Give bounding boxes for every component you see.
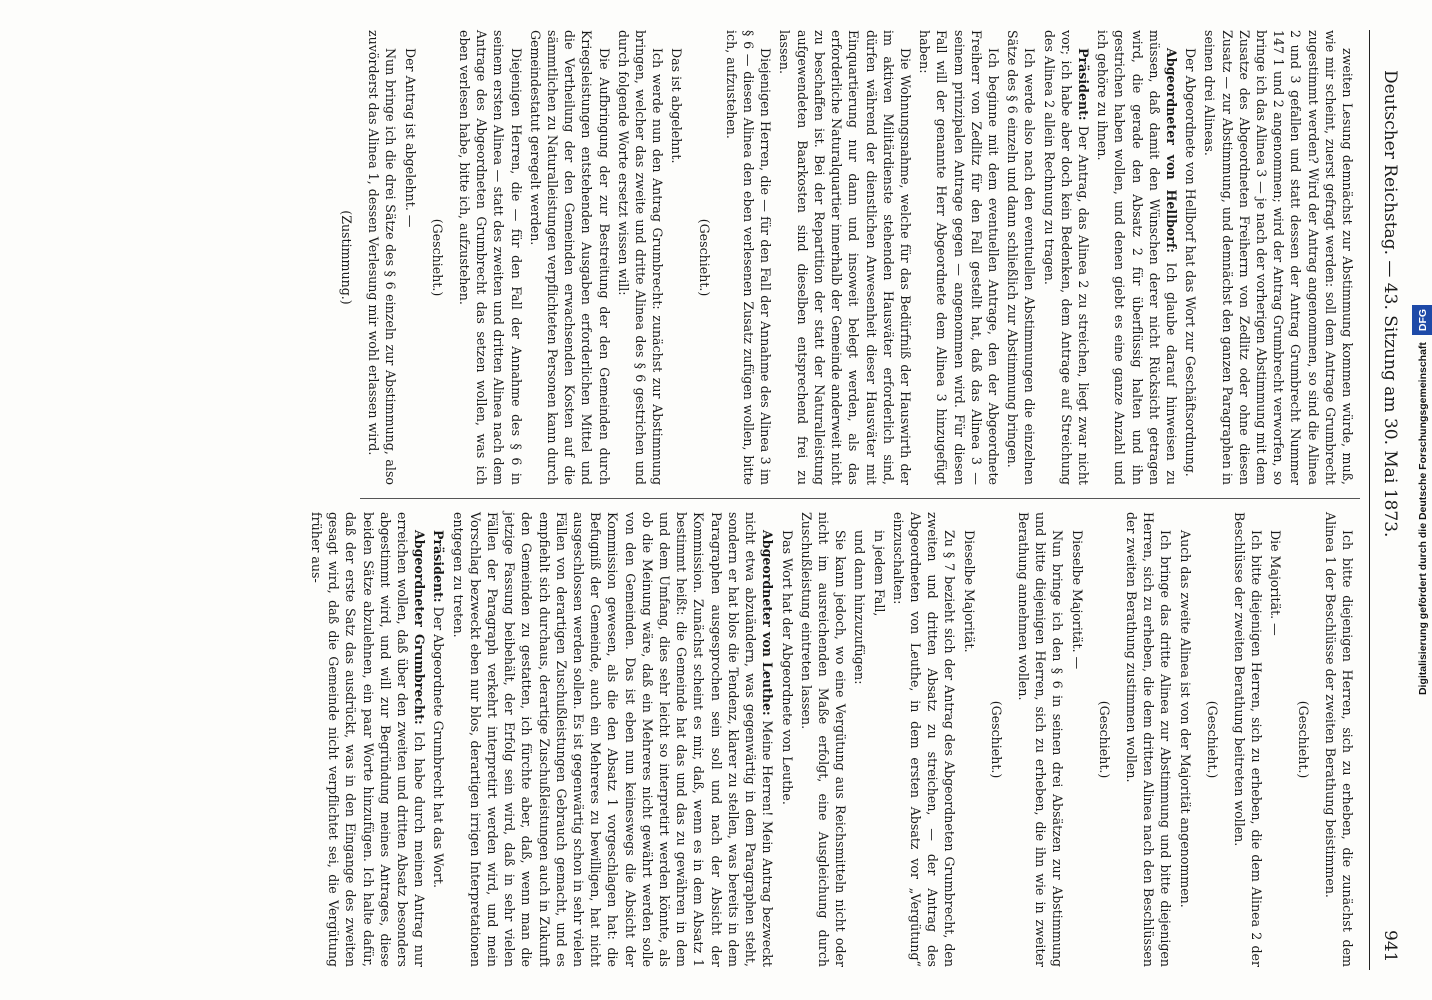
paragraph: [668, 30, 685, 485]
paragraph-text: Ich werde nun den Antrag Grumbrecht: zunächst zur Abstimmung bringen, welcher das zweite und dritte Alinea des § 6 gestrichen und durch folgende Worte ersetzt wissen will:: [615, 30, 666, 485]
paragraph-text: Der Antrag ist abgelehnt. —: [402, 48, 418, 228]
paragraph: [723, 30, 775, 485]
paragraph: [1068, 512, 1085, 967]
paragraph: [1094, 30, 1180, 485]
paragraph-text: Ich bitte diejenigen Herren, sich zu erheben, die zunächst dem Alinea 1 der Beschlüsse der zweiten Berathung beistimmen.: [1322, 512, 1355, 967]
stage-direction: [429, 30, 446, 485]
paragraph: [1004, 30, 1038, 485]
paragraph-text: Ich bringe das dritte Alinea zur Abstimmung und bitte diejenigen Herren, sich zu erheben, die dem dritten Alinea nach den Beschlüssen der zweiten Berathung zustimmen wollen.: [1123, 512, 1174, 967]
paragraph-text: Diejenigen Herren, die — für den Fall der Annahme des Alinea 3 im § 6 — diesen Alinea den eben verlesenen Zusatz zufügen wollen, bitte ich, aufzustehen.: [723, 30, 774, 485]
paragraph-text: Die Majorität. —: [1268, 530, 1284, 636]
paragraph: [798, 512, 850, 967]
digitization-credit: [1410, 0, 1432, 1000]
paragraph-text: Das ist abgelehnt.: [669, 48, 685, 164]
speaker-name: Abgeordneter von Leuthe:: [760, 530, 776, 716]
paragraph-text: Dieselbe Majorität.: [961, 530, 977, 653]
paragraph-text: Sie kann jedoch, wo eine Vergütung aus Reichsmitteln nicht oder nicht im ausreichenden Maße erfolgt, eine Ausgleichung durch Zuschußleistung eintreten lassen.: [798, 512, 849, 967]
stage-direction: [1294, 512, 1311, 967]
page-header: [1369, 30, 1414, 970]
stage-direction-text: (Geschieht.): [1204, 700, 1220, 779]
paragraph-text: Ich werde also nach den eventuellen Abstimmungen die einzelnen Sätze des § 6 einzeln und dann schließlich zur Abstimmung bringen.: [1005, 30, 1038, 485]
paragraph-text: Auch das zweite Alinea ist von der Majorität angenommen.: [1177, 530, 1193, 908]
paragraph: [1040, 30, 1092, 485]
paragraph: [1123, 512, 1175, 967]
paragraph-text: Ich habe durch meinen Antrag nur erreichen wollen, daß über den zweiten und dritten Absatz besonders abgestimmt wird, und will zur Begründung meines Antrages, diese beiden Sätze abzulehnen, ein paar Worte hinzufügen. Ich halte dafür, daß der erste Satz das ausdrückt, was in den Eingange des zweiten gesagt wird, daß die Gemeinde nicht verpflichtet sei, die Vergütung früher aus-: [309, 512, 428, 967]
paragraph: [365, 30, 399, 485]
paragraph: [960, 512, 977, 967]
paragraph: [1015, 512, 1067, 967]
page-number: 941: [1380, 930, 1400, 963]
paragraph-text: Die Wohnungsnahme, welche für das Bedürfniß der Hauswirth der im aktiven Militärdienste stehenden Hausväter erforderlich sind, dürfen während der dienstlichen Anwesenheit dieser Hausväter mit Einquartierung nur dann und insoweit belegt werden, als das erforderliche Naturalquartier innerhalb der Gemeinde anderweit nicht zu beschaffen ist. Bei der Repartition der statt der Naturalleistung aufgewendeten Baarkosten sind dieselben entsprechend frei zu lassen.: [777, 30, 913, 485]
paragraph-text: Der Antrag, das Alinea 2 zu streichen, liegt zwar nicht vor; ich habe aber doch kein Bedenken, dem Antrage auf Streichung des Alinea 2 allein Rechnung zu tragen.: [1041, 30, 1091, 485]
stage-direction: [988, 512, 1005, 967]
paragraph: [1231, 512, 1265, 967]
dfg-badge: DFG: [1412, 305, 1432, 335]
paragraph-text: zweiten Lesung demnächst zur Abstimmung kommen würde, muß, wie mir scheint, zuerst gefragt werden: soll dem Antrage Grumbrecht zugestimmt werden? Wird der Antrag angenommen, so sind die Alinea 2 und 3 gefallen und statt dessen der Antrag Grumbrecht Nummer 147 1 und 2 angenommen; wird der Antrag Grumbrecht verworfen, so bringe ich das Alinea 3 — je nach der vorherigen Abstimmung mit dem Zusatze des Abgeordneten Freiherrn von Zedlitz oder ohne diesen Zusatz — zur Abstimmung, und demnächst den ganzen Paragraphen in seinen drei Alineas.: [1202, 30, 1355, 485]
column-divider: [360, 498, 1360, 499]
stage-direction-text: (Zustimmung.): [339, 210, 355, 305]
stage-direction-text: (Geschieht.): [1295, 700, 1311, 779]
paragraph: [456, 30, 525, 485]
paragraph: [916, 30, 1002, 485]
stage-direction: [695, 30, 712, 485]
paragraph: [615, 30, 667, 485]
paragraph-text: Das Wort hat der Abgeordnete von Leuthe.: [779, 530, 795, 805]
paragraph: [401, 30, 418, 485]
paragraph: [308, 512, 428, 967]
left-text-column: [328, 30, 1356, 485]
paragraph-text: Nun bringe ich den § 6 in seinen drei Absätzen zur Abstimmung und bitte diejenigen Herren, sich zu erheben, die ihn wie in zweiter Berathung annehmen wollen.: [1015, 512, 1066, 967]
paragraph: [449, 512, 776, 967]
stage-direction-text: (Geschieht.): [988, 700, 1004, 779]
paragraph-text: Nun bringe ich die drei Sätze des § 6 einzeln zur Abstimmung, also zuvörderst das Alinea 1, dessen Verlesung mir wohl erlassen wird.: [366, 30, 399, 485]
stage-direction-text: (Geschieht.): [696, 218, 712, 297]
stage-direction: [1096, 512, 1113, 967]
paragraph: [776, 30, 914, 485]
paragraph-text: Ich bitte diejenigen Herren, sich zu erheben, die dem Alinea 2 der Beschlüsse der zweiten Berathung beitreten wollen.: [1231, 512, 1265, 967]
speaker-name: Abgeordneter von Hellborf:: [1163, 48, 1179, 253]
stage-direction-text: (Geschieht.): [1096, 700, 1112, 779]
paragraph-text: Diejenigen Herren, die — für den Fall der Annahme des § 6 in seinem ersten Alinea — statt des zweiten und dritten Alinea nach dem Antrage des Abgeordneten Grumbrecht das setzen wollen, was ich eben verlesen habe, bitte ich, aufzustehen.: [457, 30, 524, 485]
paragraph: [1322, 512, 1356, 967]
right-text-column: [306, 512, 1356, 967]
stage-direction: [338, 30, 355, 485]
stage-direction: [1204, 512, 1221, 967]
paragraph-text: Ich beginne mit dem eventuellen Antrage, den der Abgeordnete Freiherr von Zedlitz für den Fall gestellt hat, daß das Alinea 3 — seinem prinzipalen Antrage gegen — angenommen wird. Für diesen Fall will der genannte Herr Abgeordnete dem Alinea 3 hinzugefügt haben:: [917, 30, 1001, 485]
paragraph-text: Der Abgeordnete von Hellborf hat das Wort zur Geschäftsordnung.: [1183, 48, 1199, 477]
paragraph-text: Ich glaube darauf hinweisen zu müssen, daß damit den Wünschen derer nicht Rücksicht getragen wird, die gerade den Absatz 2 für überflüssig halten und ihn gestrichen haben wollen, und denen giebt es eine ganze Anzahl und ich gehöre zu ihnen.: [1095, 30, 1179, 485]
paragraph-text: Zu § 7 bezieht sich der Antrag des Abgeordneten Grumbrecht, den zweiten und dritten Absatz zu streichen, — der Antrag des Abgeordneten von Leuthe, in dem ersten Absatz vor „Vergütung“ einzuschalten:: [890, 512, 958, 967]
speaker-name: Präsident:: [1075, 48, 1091, 121]
speaker-name: Abgeordneter Grumbrecht:: [412, 530, 428, 725]
paragraph: [1176, 512, 1193, 967]
paragraph-text: Dieselbe Majorität. —: [1069, 530, 1085, 670]
paragraph: [870, 512, 887, 967]
paragraph: [1182, 30, 1199, 485]
paragraph-text: und dann hinzuzufügen:: [852, 530, 868, 685]
paragraph-text: Die Aufbringung der zur Bestreitung der den Gemeinden durch Kriegsleistungen entstehenden Ausgaben erforderlichen Mittel und die Vertheilung der den Gemeinden erwachsenden Kosten auf die sämmtlichen zu Naturalleistungen verpflichteten Personen kann durch Gemeindestatut geregelt werden.: [527, 30, 612, 485]
paragraph: [1267, 512, 1284, 967]
paragraph: [890, 512, 959, 967]
paragraph: [778, 512, 795, 967]
stage-direction-text: (Geschieht.): [429, 218, 445, 297]
paragraph: [527, 30, 613, 485]
paragraph-text: in jedem Fall,: [871, 530, 887, 617]
credit-text: Digitalisierung gefördert durch die Deutsche Forschungsgemeinschaft: [1417, 342, 1429, 696]
paragraph-text: Meine Herren! Mein Antrag bezweckt nicht etwa abzuändern, was gegenwärtig in dem Paragraphen steht, sondern er hat blos die Tendenz, klarer zu stellen, was bereits in dem Paragraphen ausgesprochen sein soll und nach der Absicht der Kommission. Zunächst scheint es mir, daß, wenn es in dem Absatz 1 bestimmt heißt: die Gemeinde hat das und das zu gewähren in dem und dem Umfang, dies sehr leicht so interpretirt werden könnte, als ob die Meinung wäre, daß ein Mehreres nicht gewährt werden solle von den Gemeinden. Das ist eben nun keineswegs die Absicht der Kommission gewesen, als die den Absatz 1 vorgeschlagen hat: die Befugniß der Gemeinde, auch ein Mehreres zu bewilligen, hat nicht ausgeschlossen werden sollen. Es ist gegenwärtig schon in sehr vielen Fällen von derartigen Zuschußleistungen Gebrauch gemacht, und es empfiehlt sich durchaus, derartige Zuschußleistungen auch in Zukunft den Gemeinden zu gestatten, ich fürchte aber, daß, wenn man die jetzige Fassung beibehält, der Erfolg sein wird, daß in sehr vielen Fällen der Paragraph verkehrt interpretirt werden wird, und mein Vorschlag bezweckt eben nur blos, derartigen irrigen Interpretationen entgegen zu treten.: [450, 512, 776, 967]
paragraph: [851, 512, 868, 967]
paragraph: [430, 512, 447, 967]
paragraph: [1201, 30, 1356, 485]
running-head: Deutscher Reichstag. — 43. Sitzung am 30. Mai 1873.: [1380, 70, 1400, 538]
speaker-name: Präsident:: [431, 530, 447, 603]
paragraph-text: Der Abgeordnete Grumbrecht hat das Wort.: [431, 606, 447, 888]
